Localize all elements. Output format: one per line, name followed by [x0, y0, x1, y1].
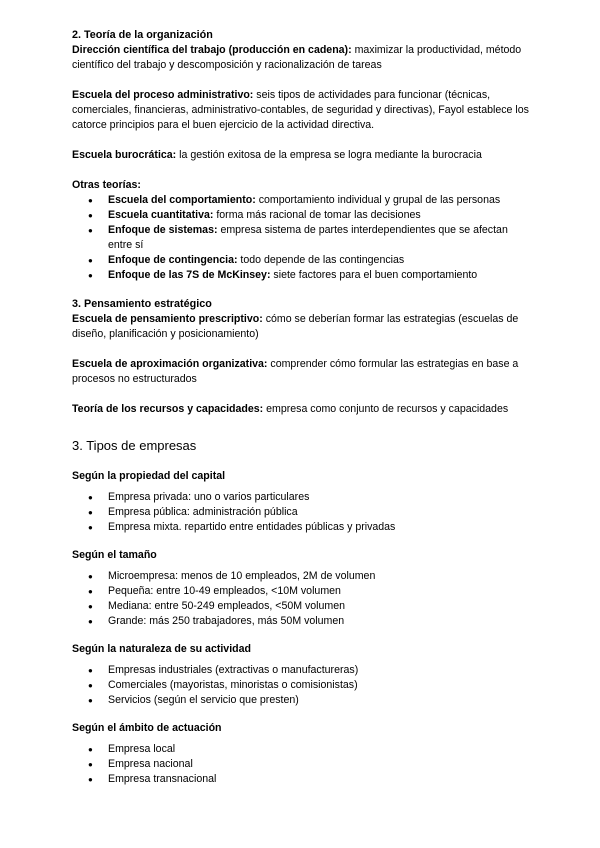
term: Enfoque de las 7S de McKinsey: [108, 269, 271, 281]
paragraph-administrative-process [72, 88, 532, 133]
term: Escuela cuantitativa: [108, 209, 214, 221]
term: Enfoque de sistemas: [108, 224, 218, 236]
definition: siete factores para el buen comportamiento [270, 269, 478, 281]
definition: todo depende de las contingencias [237, 254, 405, 266]
definition: forma más racional de tomar las decisiones [213, 209, 421, 221]
list-item [72, 253, 532, 268]
paragraph-scientific-management [72, 43, 532, 73]
paragraph-prescriptive [72, 312, 532, 342]
ownership-list [72, 490, 532, 535]
scope-list [72, 742, 532, 787]
term: Escuela del comportamiento: [108, 194, 256, 206]
list-item: ● Pequeña: entre 10-49 empleados, <10M volumen [72, 584, 532, 599]
definition: comprender cómo formular las estrategias en base a procesos no estructurados [72, 358, 519, 385]
list-item: ● Empresa nacional [72, 757, 532, 772]
list-item: ● Servicios (según el servicio que presten) [72, 693, 532, 708]
list-item: ● Mediana: entre 50-249 empleados, <50M volumen [72, 599, 532, 614]
definition: cómo se deberían formar las estrategias (escuelas de diseño, planificación y posicionamiento) [72, 313, 519, 340]
document-content [72, 28, 532, 787]
list-item: ● Empresa pública: administración pública [72, 505, 532, 520]
list-item [72, 193, 532, 208]
term: Escuela de pensamiento prescriptivo: [72, 313, 263, 325]
list-item: ● Empresa transnacional [72, 772, 532, 787]
list-item [72, 208, 532, 223]
list-item: ● Comerciales (mayoristas, minoristas o comisionistas) [72, 678, 532, 693]
definition: seis tipos de actividades para funcionar (técnicas, comerciales, financieras, administrativo-contables, de seguridad y directivas), Fayol establece los catorce principios para el buen ejercicio de la actividad directiva. [72, 89, 529, 131]
definition: maximizar la productividad, método científico del trabajo y descomposición y racionalización de tareas [72, 44, 522, 71]
term: Teoría de los recursos y capacidades: [72, 403, 264, 415]
list-item: ● Empresa mixta. repartido entre entidades públicas y privadas [72, 520, 532, 535]
size-list [72, 569, 532, 629]
subheading-activity: Según la naturaleza de su actividad [72, 643, 251, 655]
section-title-strategy: 3. Pensamiento estratégico [72, 298, 212, 310]
other-theories-heading: Otras teorías: [72, 179, 141, 191]
section-title-company-types: 3. Tipos de empresas [72, 438, 197, 453]
list-item: ● Empresas industriales (extractivas o manufactureras) [72, 663, 532, 678]
subheading-size: Según el tamaño [72, 549, 157, 561]
term: Escuela de aproximación organizativa: [72, 358, 268, 370]
section-title-organization: 2. Teoría de la organización [72, 29, 213, 41]
list-item: ● Empresa privada: uno o varios particulares [72, 490, 532, 505]
term: Enfoque de contingencia: [108, 254, 238, 266]
other-theories-list [72, 193, 532, 283]
definition: comportamiento individual y grupal de las personas [255, 194, 501, 206]
term: Escuela del proceso administrativo: [72, 89, 254, 101]
paragraph-resources [72, 402, 532, 417]
paragraph-organizational [72, 357, 532, 387]
definition: empresa como conjunto de recursos y capacidades [263, 403, 509, 415]
subheading-scope: Según el ámbito de actuación [72, 722, 222, 734]
activity-list [72, 663, 532, 708]
definition: empresa sistema de partes interdependientes que se afectan entre sí [108, 224, 508, 251]
list-item: ● Empresa local [72, 742, 532, 757]
list-item [72, 268, 532, 283]
subheading-ownership: Según la propiedad del capital [72, 470, 226, 482]
term: Escuela burocrática: [72, 149, 177, 161]
list-item: ● Microempresa: menos de 10 empleados, 2M de volumen [72, 569, 532, 584]
paragraph-bureaucratic [72, 148, 532, 163]
list-item [72, 223, 532, 253]
list-item: ● Grande: más 250 trabajadores, más 50M volumen [72, 614, 532, 629]
definition: la gestión exitosa de la empresa se logra mediante la burocracia [176, 149, 482, 161]
term: Dirección científica del trabajo (producción en cadena): [72, 44, 352, 56]
